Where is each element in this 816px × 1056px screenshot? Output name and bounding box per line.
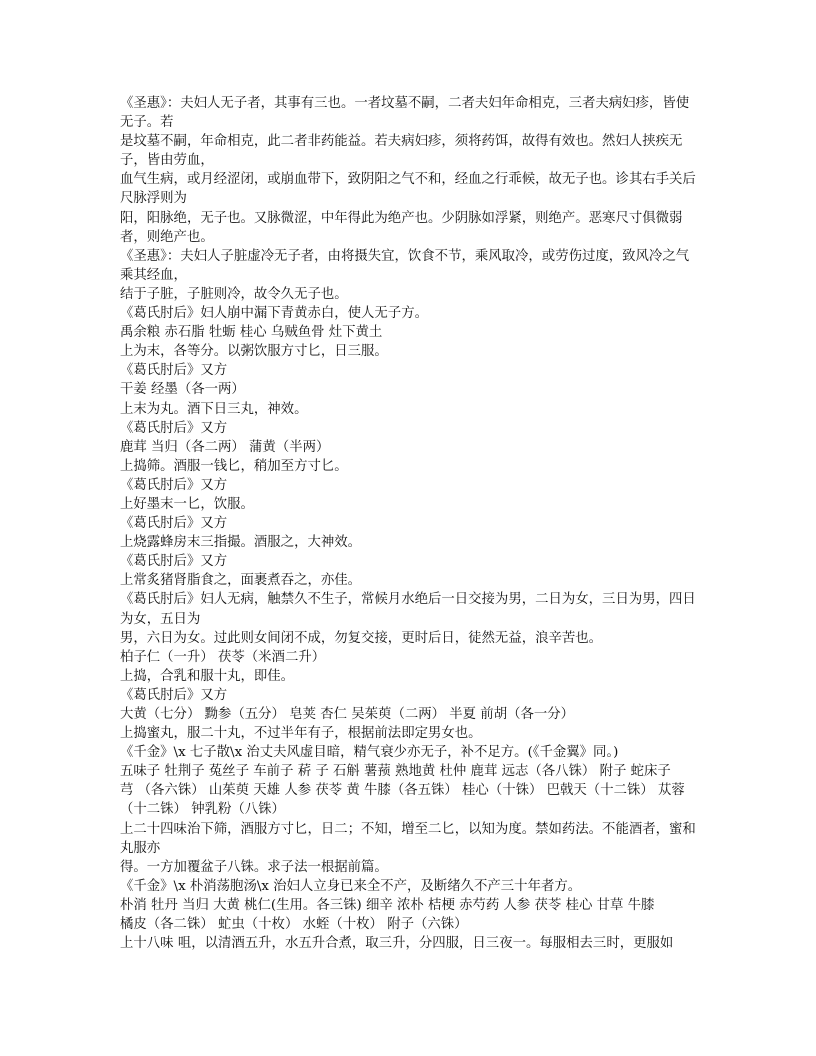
text-line: 《葛氏肘后》妇人无病，触禁久不生子，常候月水绝后一日交接为男，二日为女，三日为男，四日为女，五日为 bbox=[120, 592, 696, 627]
text-line: 《葛氏肘后》又方 bbox=[120, 554, 228, 570]
text-line: 上烧露蜂房末三指撮。酒服之，大神效。 bbox=[120, 535, 362, 551]
text-line: 《千金》\x 朴消荡胞汤\x 治妇人立身已来全不产，及断绪久不产三十年者方。 bbox=[120, 878, 582, 894]
text-line: 朴消 牡丹 当归 大黄 桃仁(生用。各三铢) 细辛 浓朴 桔梗 赤芍药 人参 茯苓 桂心 甘草 牛膝 bbox=[120, 897, 655, 913]
text-line: 上为末，各等分。以粥饮服方寸匕，日三服。 bbox=[120, 344, 388, 360]
text-line: 《葛氏肘后》又方 bbox=[120, 477, 228, 493]
text-line: 柏子仁（一升） 茯苓（米酒二升） bbox=[120, 649, 326, 665]
text-line: 上好墨末一匕，饮服。 bbox=[120, 496, 254, 512]
text-line: 上二十四味治下筛，酒服方寸匕，日二；不知，增至二匕，以知为度。禁如药法。不能酒者，蜜和丸服亦 bbox=[120, 821, 696, 856]
text-line: 《葛氏肘后》又方 bbox=[120, 420, 228, 436]
text-line: 禹余粮 赤石脂 牡蛎 桂心 乌贼鱼骨 灶下黄土 bbox=[120, 325, 383, 341]
text-line: 鹿茸 当归（各二两） 蒲黄（半两） bbox=[120, 439, 330, 455]
text-line: 上捣筛。酒服一钱匕，稍加至方寸匕。 bbox=[120, 458, 348, 474]
text-line: 橘皮（各二铢） 虻虫（十枚） 水蛭（十枚） 附子（六铢） bbox=[120, 917, 468, 933]
text-line: 《圣惠》：夫妇人子脏虚冷无子者，由将摄失宜，饮食不节，乘风取冷，或劳伤过度，致风冷之气乘其经血， bbox=[120, 248, 690, 283]
text-line: 五味子 牡荆子 菟丝子 车前子 菥 子 石斛 薯蓣 熟地黄 杜仲 鹿茸 远志（各八铢） 附子 蛇床子 bbox=[120, 764, 671, 780]
text-line: 《葛氏肘后》又方 bbox=[120, 687, 228, 703]
text-line: 干姜 经墨（各一两） bbox=[120, 382, 245, 398]
text-line: 得。一方加覆盆子八铢。求子法一根据前篇。 bbox=[120, 859, 388, 875]
text-line: 《葛氏肘后》又方 bbox=[120, 516, 228, 532]
text-line: 《圣惠》：夫妇人无子者，其事有三也。一者坟墓不嗣，二者夫妇年命相克，三者夫病妇疹，皆使无子。若 bbox=[120, 96, 690, 131]
text-line: 上捣，合乳和服十丸，即佳。 bbox=[120, 668, 295, 684]
text-line: 结于子脏，子脏则冷，故令久无子也。 bbox=[120, 286, 348, 302]
text-line: 血气生病，或月经涩闭，或崩血带下，致阴阳之气不和，经血之行乖候，故无子也。诊其右手关后尺脉浮则为 bbox=[120, 172, 696, 207]
text-line: 大黄（七分） 黝参（五分） 皂荚 杏仁 吴茱萸（二两） 半夏 前胡（各一分） bbox=[120, 707, 575, 722]
text-line: 上捣蜜丸，服二十丸，不过半年有子，根据前法即定男女也。 bbox=[120, 726, 482, 742]
text-line: 《葛氏肘后》又方 bbox=[120, 363, 228, 379]
text-line: 阳，阳脉绝，无子也。又脉微涩，中年得此为绝产也。少阴脉如浮紧，则绝产。恶寒尺寸俱微弱者，则绝产也。 bbox=[120, 210, 683, 245]
text-line: 男，六日为女。过此则女间闭不成，勿复交接，更时后日，徒然无益，浪辛苦也。 bbox=[120, 630, 603, 646]
text-line: 《葛氏肘后》妇人崩中漏下青黄赤白，使人无子方。 bbox=[120, 306, 428, 322]
text-line: 上十八味 咀，以清酒五升，水五升合煮，取三升，分四服，日三夜一。每服相去三时，更服如 bbox=[120, 936, 674, 952]
document-page bbox=[120, 94, 696, 953]
text-line: 芎 （各六铢） 山茱萸 天雄 人参 茯苓 黄 牛膝（各五铢） 桂心（十铢） 巴戟天（十二铢） 苁蓉（十二铢） 钟乳粉（八铢） bbox=[120, 783, 685, 818]
text-line: 《千金》\x 七子散\x 治丈夫风虚目暗，精气衰少亦无子，补不足方。(《千金翼》同。) bbox=[120, 745, 619, 761]
text-line: 上末为丸。酒下日三丸，神效。 bbox=[120, 401, 308, 417]
text-line: 是坟墓不嗣，年命相克，此二者非药能益。若夫病妇疹，须将药饵，故得有效也。然妇人挟疾无子，皆由劳血， bbox=[120, 134, 683, 169]
text-line: 上常炙猪肾脂食之，面裹煮吞之，亦佳。 bbox=[120, 573, 362, 589]
